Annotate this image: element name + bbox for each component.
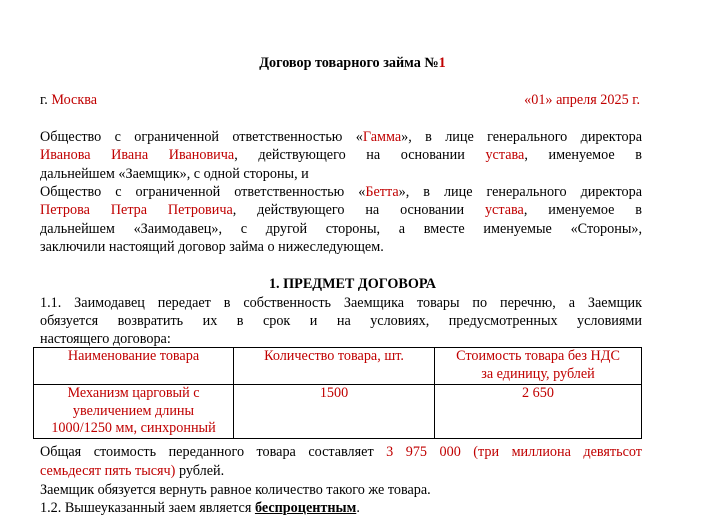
clause-1-2	[40, 499, 360, 517]
cell-goods-name	[34, 385, 234, 439]
goods-name-l1: Механизм царговый с	[67, 385, 200, 401]
party2-basis: устава	[484, 202, 524, 219]
goods-name-l3: 1000/1250 мм, синхронный	[51, 420, 216, 436]
total-paragraph	[40, 443, 642, 461]
party1-l2a: , действующего на основании	[234, 147, 486, 164]
document-title	[0, 54, 705, 72]
document-title-text: Договор товарного займа №	[259, 55, 439, 71]
party1-line3: дальнейшем «Заемщик», с одной стороны, и	[40, 165, 309, 182]
party1-l2b: , именуемое в	[524, 147, 643, 164]
party2-l1a: Общество с ограниченной ответственностью «	[40, 184, 366, 200]
clause-1-2-prefix: 1.2. Вышеуказанный заем является	[40, 500, 255, 516]
total-line2	[40, 462, 224, 480]
clause-1-1-line3: настоящего договора:	[40, 331, 171, 347]
header-quantity: Количество товара, шт.	[234, 348, 435, 385]
party2-director: Петрова Петра Петровича	[40, 202, 233, 219]
party2-company: Бетта	[365, 184, 399, 200]
cell-quantity: 1500	[234, 385, 435, 439]
table-row	[34, 385, 642, 439]
city-prefix: г.	[40, 92, 52, 108]
clause-1-1-line2: обязуется возвратить их в срок и на условиях, предусмотренных условиями	[40, 312, 642, 329]
party1-paragraph	[40, 128, 642, 165]
party2-l2b: , именуемое в	[523, 202, 642, 219]
contract-place	[40, 91, 97, 109]
party2-l1b: », в лице генерального директора	[398, 184, 642, 200]
total-words-l2: семьдесят пять тысяч)	[40, 462, 176, 479]
party1-l1b: », в лице генерального директора	[401, 129, 643, 145]
party2-l2a: , действующего на основании	[232, 202, 485, 219]
clause-1-1	[40, 294, 642, 331]
party2-line4: заключили настоящий договор займа о нижеследующем.	[40, 239, 384, 255]
goods-name-l2: увеличением длины	[72, 402, 195, 419]
header-unit-price-l2: за единицу, рублей	[481, 365, 595, 382]
cell-unit-price: 2 650	[435, 385, 642, 439]
total-l2b: рублей.	[175, 462, 225, 479]
total-line1	[40, 443, 642, 461]
city-name: Москва	[51, 92, 98, 108]
contract-number: 1	[438, 55, 446, 71]
header-unit-price	[435, 348, 642, 385]
party1-l1a: Общество с ограниченной ответственностью «	[40, 129, 363, 145]
section1-heading: 1. ПРЕДМЕТ ДОГОВОРА	[268, 276, 437, 292]
header-unit-price-l1: Стоимость товара без НДС	[456, 348, 620, 364]
party2-line3: дальнейшем «Заимодавец», с другой стороны, а вместе именуемые «Стороны»,	[40, 220, 642, 237]
party1-director: Иванова Ивана Ивановича	[40, 147, 235, 164]
total-l1a: Общая стоимость переданного товара составляет	[40, 444, 387, 460]
clause-1-2-suffix: .	[356, 500, 360, 516]
party2-paragraph	[40, 183, 642, 238]
header-goods-name: Наименование товара	[34, 348, 234, 385]
clause-1-2-emphasis: беспроцентным	[254, 500, 357, 516]
total-amount: 3 975 000	[386, 444, 461, 460]
total-words-l1: (три миллиона девятьсот	[460, 444, 643, 460]
party1-line2	[40, 146, 642, 164]
party1-company: Гамма	[362, 129, 402, 145]
party1-basis: устава	[485, 147, 525, 164]
return-obligation: Заемщик обязуется вернуть равное количество такого же товара.	[40, 482, 431, 498]
party2-line1	[40, 183, 642, 201]
table-header-row	[34, 348, 642, 385]
contract-date: «01» апреля 2025 г.	[524, 92, 640, 108]
party1-line1	[40, 128, 642, 146]
party2-line2	[40, 201, 642, 219]
clause-1-1-line1: 1.1. Заимодавец передает в собственность Заемщика товары по перечню, а Заемщик	[40, 294, 642, 311]
goods-table	[33, 347, 642, 439]
